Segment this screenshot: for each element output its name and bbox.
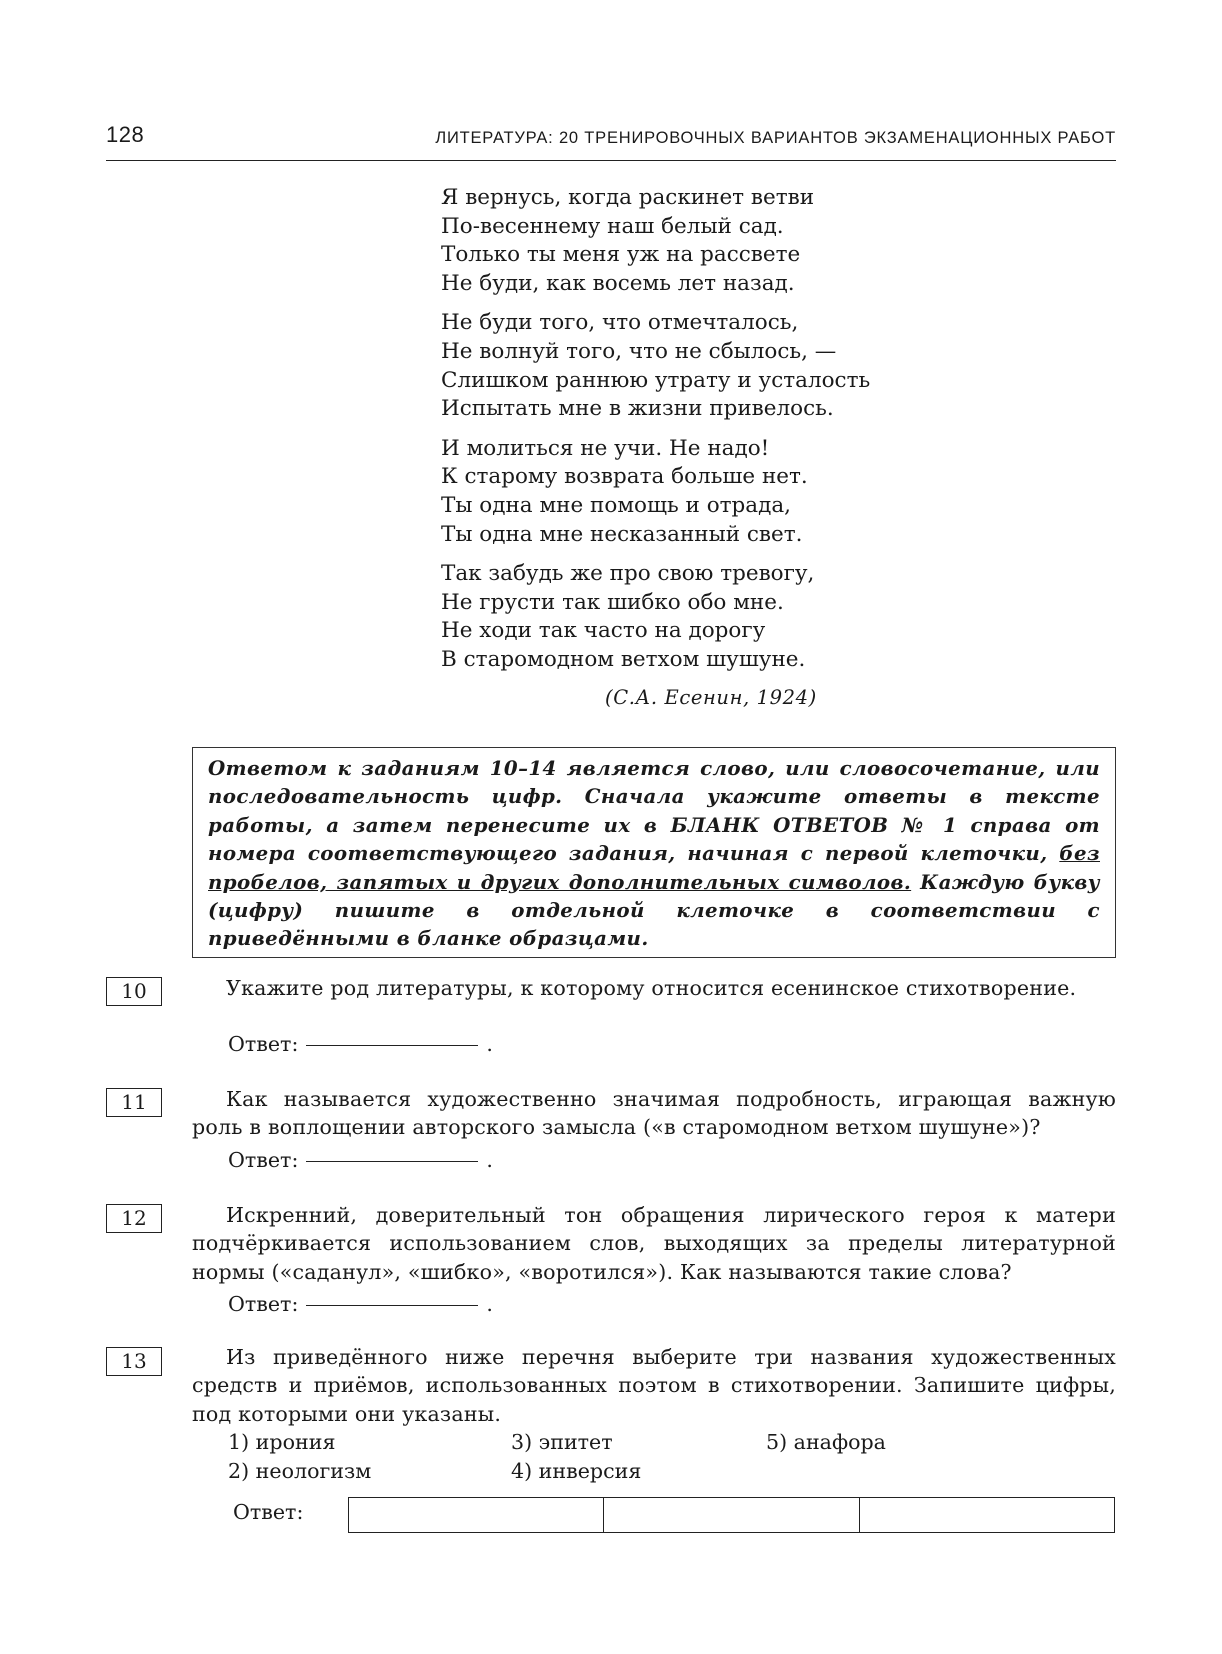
- task-number-10: 10: [106, 977, 162, 1006]
- poem-line: Не ходи так часто на дорогу: [441, 618, 766, 644]
- answer-cell[interactable]: [349, 1498, 604, 1532]
- page-number: 128: [106, 122, 145, 147]
- poem-line: По-весеннему наш белый сад.: [441, 213, 784, 239]
- task-number-11: 11: [106, 1088, 162, 1117]
- poem-line: Испытать мне в жизни привелось.: [441, 396, 834, 422]
- task-text-10: Укажите род литературы, к которому относится есенинское стихотворение.: [226, 976, 1077, 1000]
- task-text-12: Искренний, доверительный тон обращения лирического героя к матери подчёркивается использованием слов, выходящих за пределы литературной нормы («саданул», «шибко», «воротился»). Как называются такие слова?: [192, 1203, 1116, 1284]
- poem-line: Только ты меня уж на рассвете: [441, 242, 801, 268]
- instruction-text: Ответом к заданиям 10–14 является слово, или словосочетание, или последовательность цифр. Сначала укажите ответы в тексте работы, а затем перенесите их в БЛАНК ОТВЕТОВ № 1 справа от номера соответствующего задания, начиная с первой клеточки,: [208, 756, 1100, 866]
- poem-stanza-3: [441, 435, 870, 549]
- poem-stanza-1: [441, 184, 870, 298]
- poem-line: И молиться не учи. Не надо!: [441, 435, 770, 461]
- poem-line: Слишком раннюю утрату и усталость: [441, 367, 871, 393]
- option-2: 2) неологизм: [228, 1459, 372, 1483]
- task-text-13: Из приведённого ниже перечня выберите три названия художественных средств и приёмов, использованных поэтом в стихотворении. Запишите цифры, под которыми они указаны.: [192, 1345, 1116, 1426]
- option-3: 3) эпитет: [511, 1430, 613, 1454]
- poem-line: Не буди того, что отмечталось,: [441, 310, 799, 336]
- answer-label-13: Ответ:: [233, 1500, 304, 1524]
- poem-line: Не грусти так шибко обо мне.: [441, 589, 784, 615]
- poem-attribution: (С.А. Есенин, 1924): [605, 686, 817, 709]
- poem-line: Ты одна мне помощь и отрада,: [441, 492, 792, 518]
- task-text-11: Как называется художественно значимая подробность, играющая важную роль в воплощении авторского замысла («в старомодном ветхом шушуне»)?: [192, 1087, 1116, 1140]
- poem-line: Не волнуй того, что не сбылось, —: [441, 338, 837, 364]
- poem-stanza-2: [441, 309, 870, 423]
- answer-line-11[interactable]: Ответ: .: [228, 1148, 493, 1172]
- instruction-text-end: Каждую букву (цифру) пишите в отдельной клеточке в соответствии с приведёнными в бланке образцами.: [208, 869, 1100, 951]
- running-head: ЛИТЕРАТУРА: 20 ТРЕНИРОВОЧНЫХ ВАРИАНТОВ ЭКЗАМЕНАЦИОННЫХ РАБОТ: [435, 129, 1116, 147]
- answer-line-10[interactable]: Ответ: .: [228, 1032, 493, 1056]
- poem-line: Ты одна мне несказанный свет.: [441, 521, 803, 547]
- option-4: 4) инверсия: [511, 1459, 642, 1483]
- poem: [441, 184, 870, 686]
- poem-stanza-4: [441, 560, 870, 674]
- poem-line: Так забудь же про свою тревогу,: [441, 561, 815, 587]
- option-5: 5) анафора: [766, 1430, 886, 1454]
- answer-grid-13[interactable]: [348, 1497, 1115, 1533]
- answer-line-12[interactable]: Ответ: .: [228, 1292, 493, 1316]
- task-number-12: 12: [106, 1204, 162, 1233]
- task-number-13: 13: [106, 1347, 162, 1376]
- poem-line: Я вернусь, когда раскинет ветви: [441, 185, 815, 210]
- option-1: 1) ирония: [228, 1430, 336, 1454]
- poem-line: Не буди, как восемь лет назад.: [441, 270, 795, 296]
- poem-line: К старому возврата больше нет.: [441, 464, 808, 490]
- header-rule: [106, 160, 1116, 161]
- poem-line: В старомодном ветхом шушуне.: [441, 646, 806, 672]
- instruction-underlined: без пробелов, запятых и других дополнительных символов.: [208, 841, 1100, 894]
- answer-cell[interactable]: [860, 1498, 1114, 1532]
- instruction-box: [192, 747, 1116, 958]
- answer-cell[interactable]: [604, 1498, 859, 1532]
